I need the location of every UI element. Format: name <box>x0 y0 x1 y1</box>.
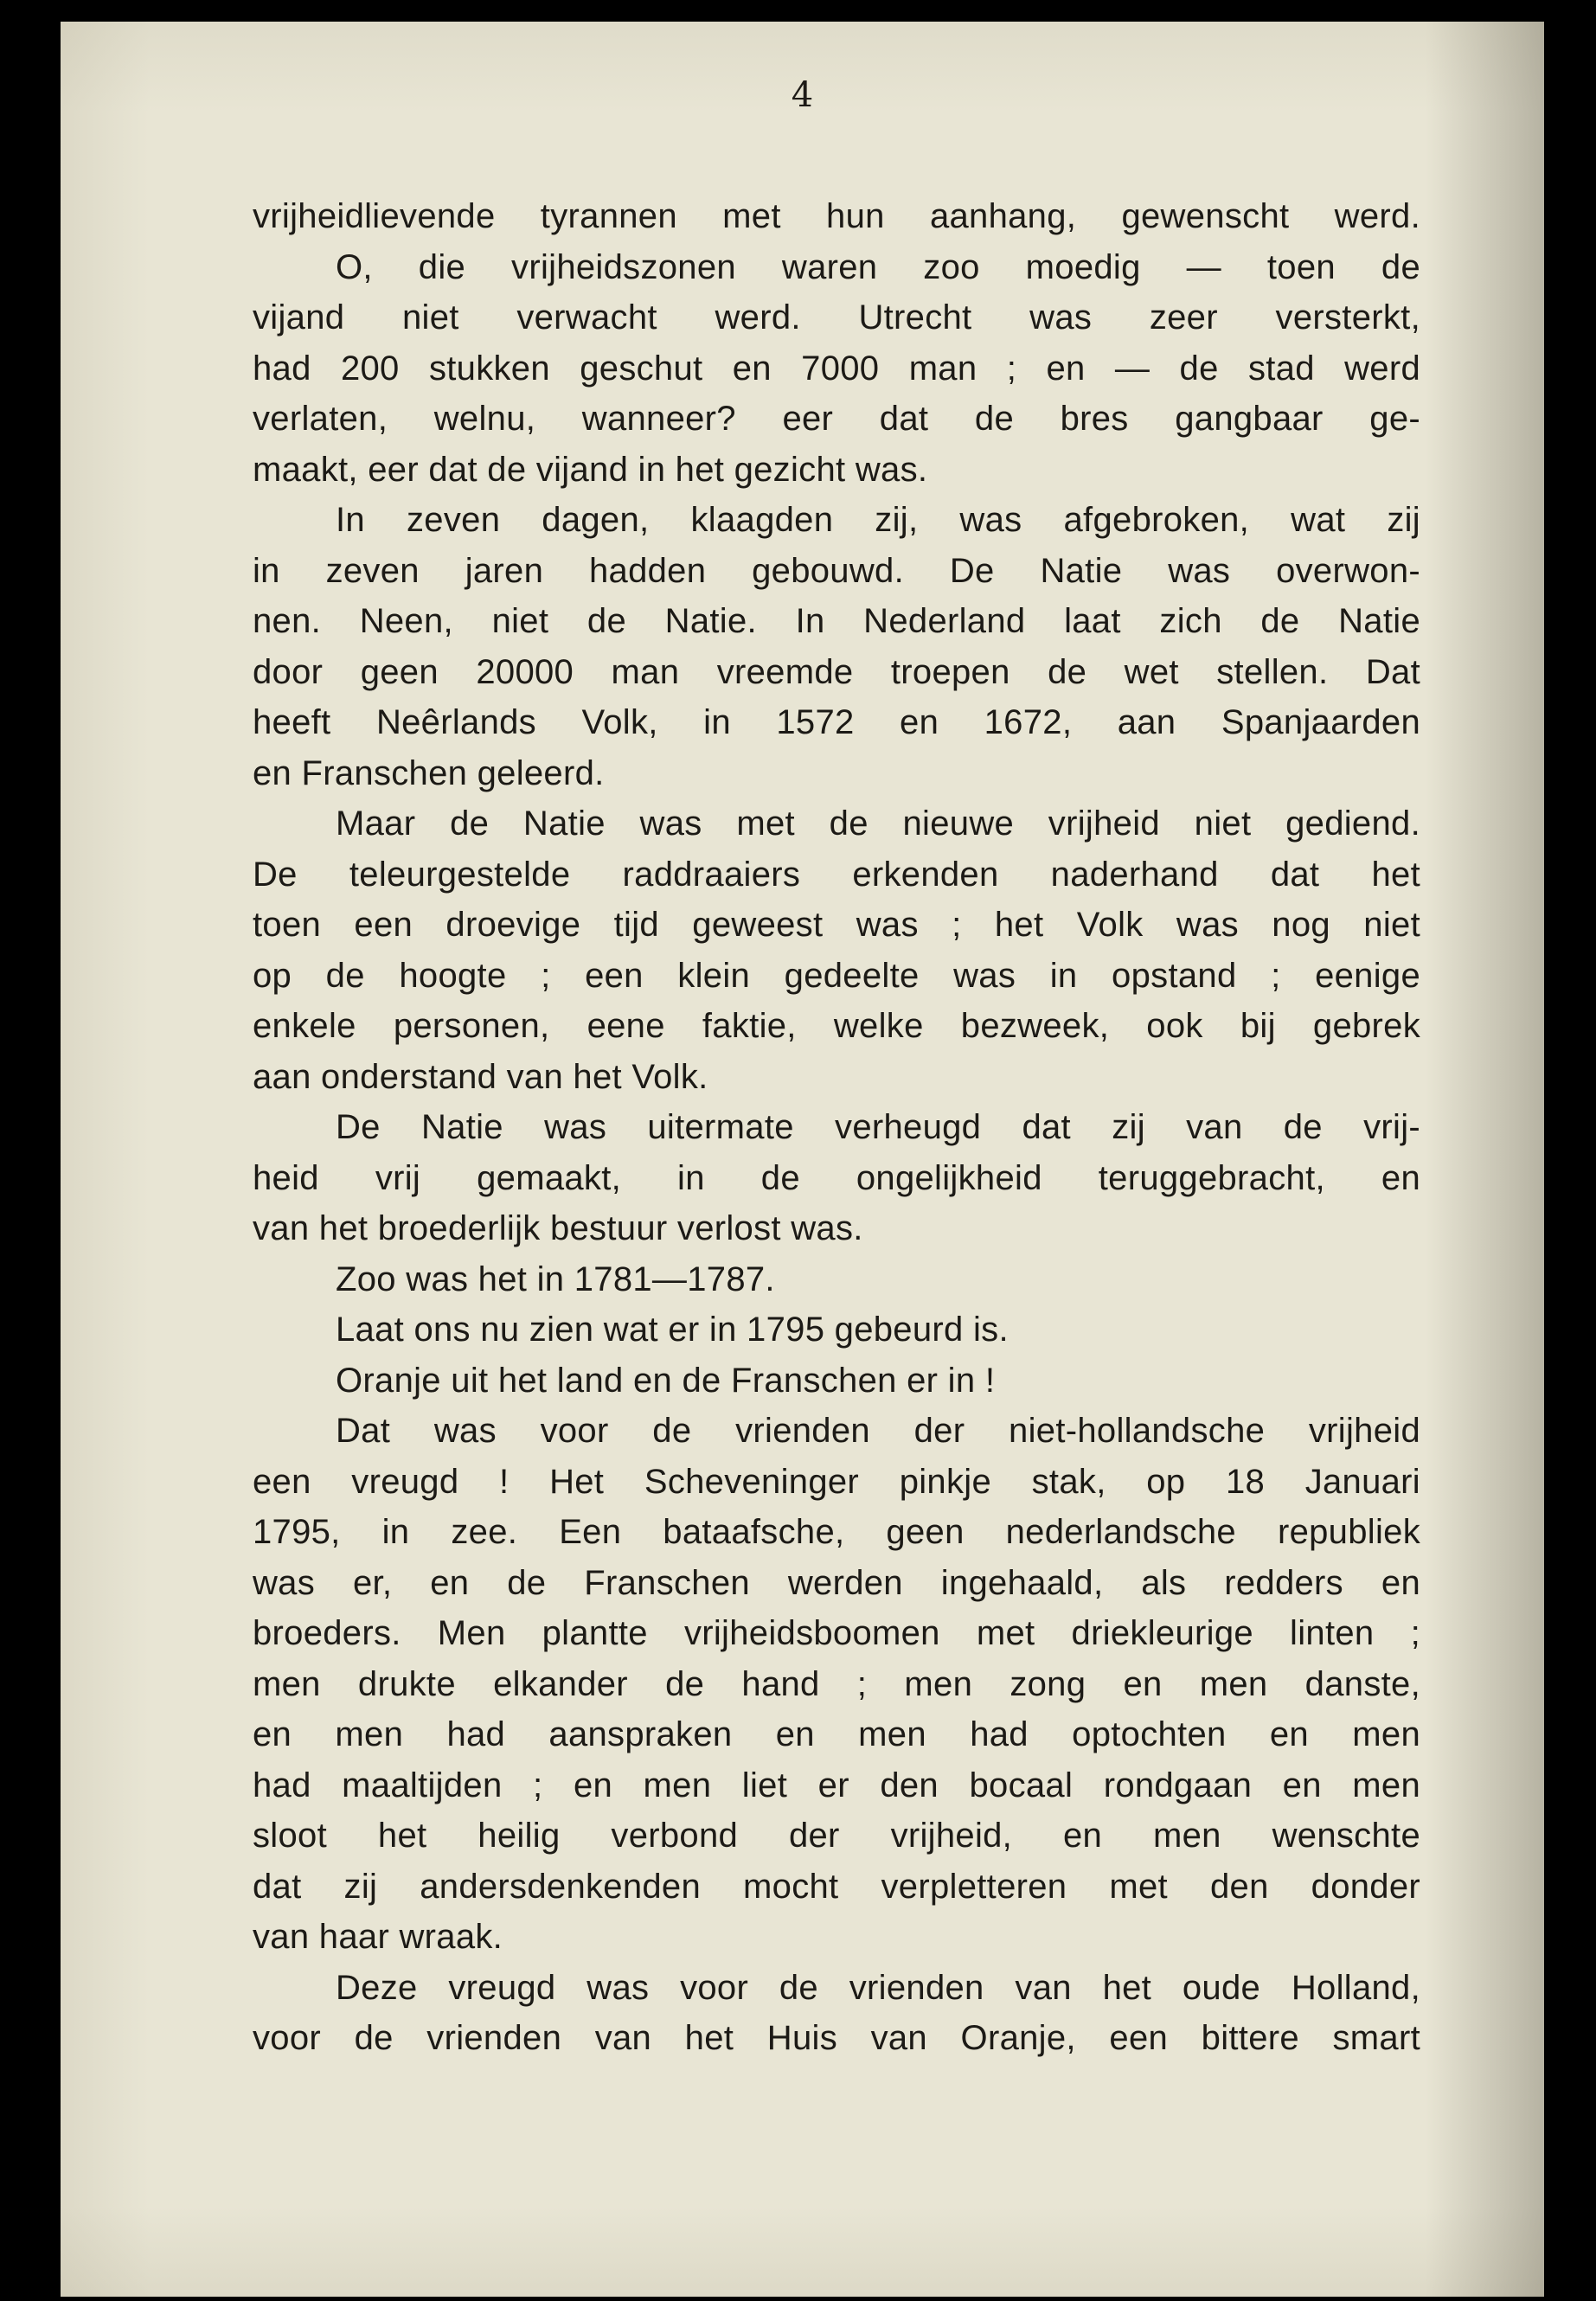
text-line: vrijheidlievende tyrannen met hun aanhang, gewenscht werd. <box>253 197 1420 235</box>
text-line: maakt, eer dat de vijand in het gezicht was. <box>253 450 928 489</box>
text-line: Maar de Natie was met de nieuwe vrijheid niet gediend. <box>336 804 1420 843</box>
text-line: Zoo was het in 1781—1787. <box>336 1259 775 1298</box>
text-line: broeders. Men plantte vrijheidsboomen met driekleurige linten ; <box>253 1614 1420 1652</box>
text-line: heeft Neêrlands Volk, in 1572 en 1672, aan Spanjaarden <box>253 703 1420 741</box>
page-number: 4 <box>791 75 814 115</box>
text-line: een vreugd ! Het Scheveninger pinkje stak, op 18 Januari <box>253 1462 1420 1501</box>
text-line: O, die vrijheidszonen waren zoo moedig — toen de <box>336 247 1420 286</box>
text-line: verlaten, welnu, wanneer? eer dat de bres gangbaar ge- <box>253 400 1420 438</box>
text-line: Laat ons nu zien wat er in 1795 gebeurd is. <box>336 1311 1009 1349</box>
text-line: De Natie was uitermate verheugd dat zij van de vrij- <box>336 1108 1420 1146</box>
text-line: in zeven jaren hadden gebouwd. De Natie was overwon- <box>253 551 1420 590</box>
text-line: van haar wraak. <box>253 1918 503 1956</box>
text-line: men drukte elkander de hand ; men zong en men danste, <box>253 1664 1420 1703</box>
text-line: aan onderstand van het Volk. <box>253 1057 708 1096</box>
text-line: De teleurgestelde raddraaiers erkenden naderhand dat het <box>253 855 1420 894</box>
body-text <box>253 191 1420 2064</box>
text-line: Oranje uit het land en de Franschen er in ! <box>336 1361 996 1400</box>
text-line: dat zij andersdenkenden mocht verpletteren met den donder <box>253 1867 1420 1906</box>
text-line: 1795, in zee. Een bataafsche, geen nederlandsche republiek <box>253 1513 1420 1551</box>
text-line: voor de vrienden van het Huis van Oranje, een bittere smart <box>253 2019 1420 2057</box>
text-line: nen. Neen, niet de Natie. In Nederland laat zich de Natie <box>253 602 1420 640</box>
text-line: van het broederlijk bestuur verlost was. <box>253 1209 863 1247</box>
text-line: sloot het heilig verbond der vrijheid, en men wenschte <box>253 1817 1420 1855</box>
text-line: Dat was voor de vrienden der niet-hollandsche vrijheid <box>336 1412 1420 1450</box>
text-line: toen een droevige tijd geweest was ; het Volk was nog niet <box>253 906 1420 944</box>
text-line: was er, en de Franschen werden ingehaald, als redders en <box>253 1563 1420 1602</box>
text-line: en Franschen geleerd. <box>253 753 605 792</box>
book-page <box>61 22 1544 2297</box>
text-line: enkele personen, eene faktie, welke bezweek, ook bij gebrek <box>253 1007 1420 1045</box>
text-line: Deze vreugd was voor de vrienden van het oude Holland, <box>336 1968 1420 2007</box>
text-line: door geen 20000 man vreemde troepen de wet stellen. Dat <box>253 652 1420 691</box>
text-line: heid vrij gemaakt, in de ongelijkheid teruggebracht, en <box>253 1158 1420 1197</box>
text-line: vijand niet verwacht werd. Utrecht was zeer versterkt, <box>253 298 1420 336</box>
text-line: In zeven dagen, klaagden zij, was afgebroken, wat zij <box>336 501 1420 539</box>
text-line: op de hoogte ; een klein gedeelte was in opstand ; eenige <box>253 956 1420 995</box>
text-line: had 200 stukken geschut en 7000 man ; en — de stad werd <box>253 349 1420 388</box>
text-line: en men had aanspraken en men had optochten en men <box>253 1715 1420 1753</box>
text-line: had maaltijden ; en men liet er den bocaal rondgaan en men <box>253 1766 1420 1804</box>
